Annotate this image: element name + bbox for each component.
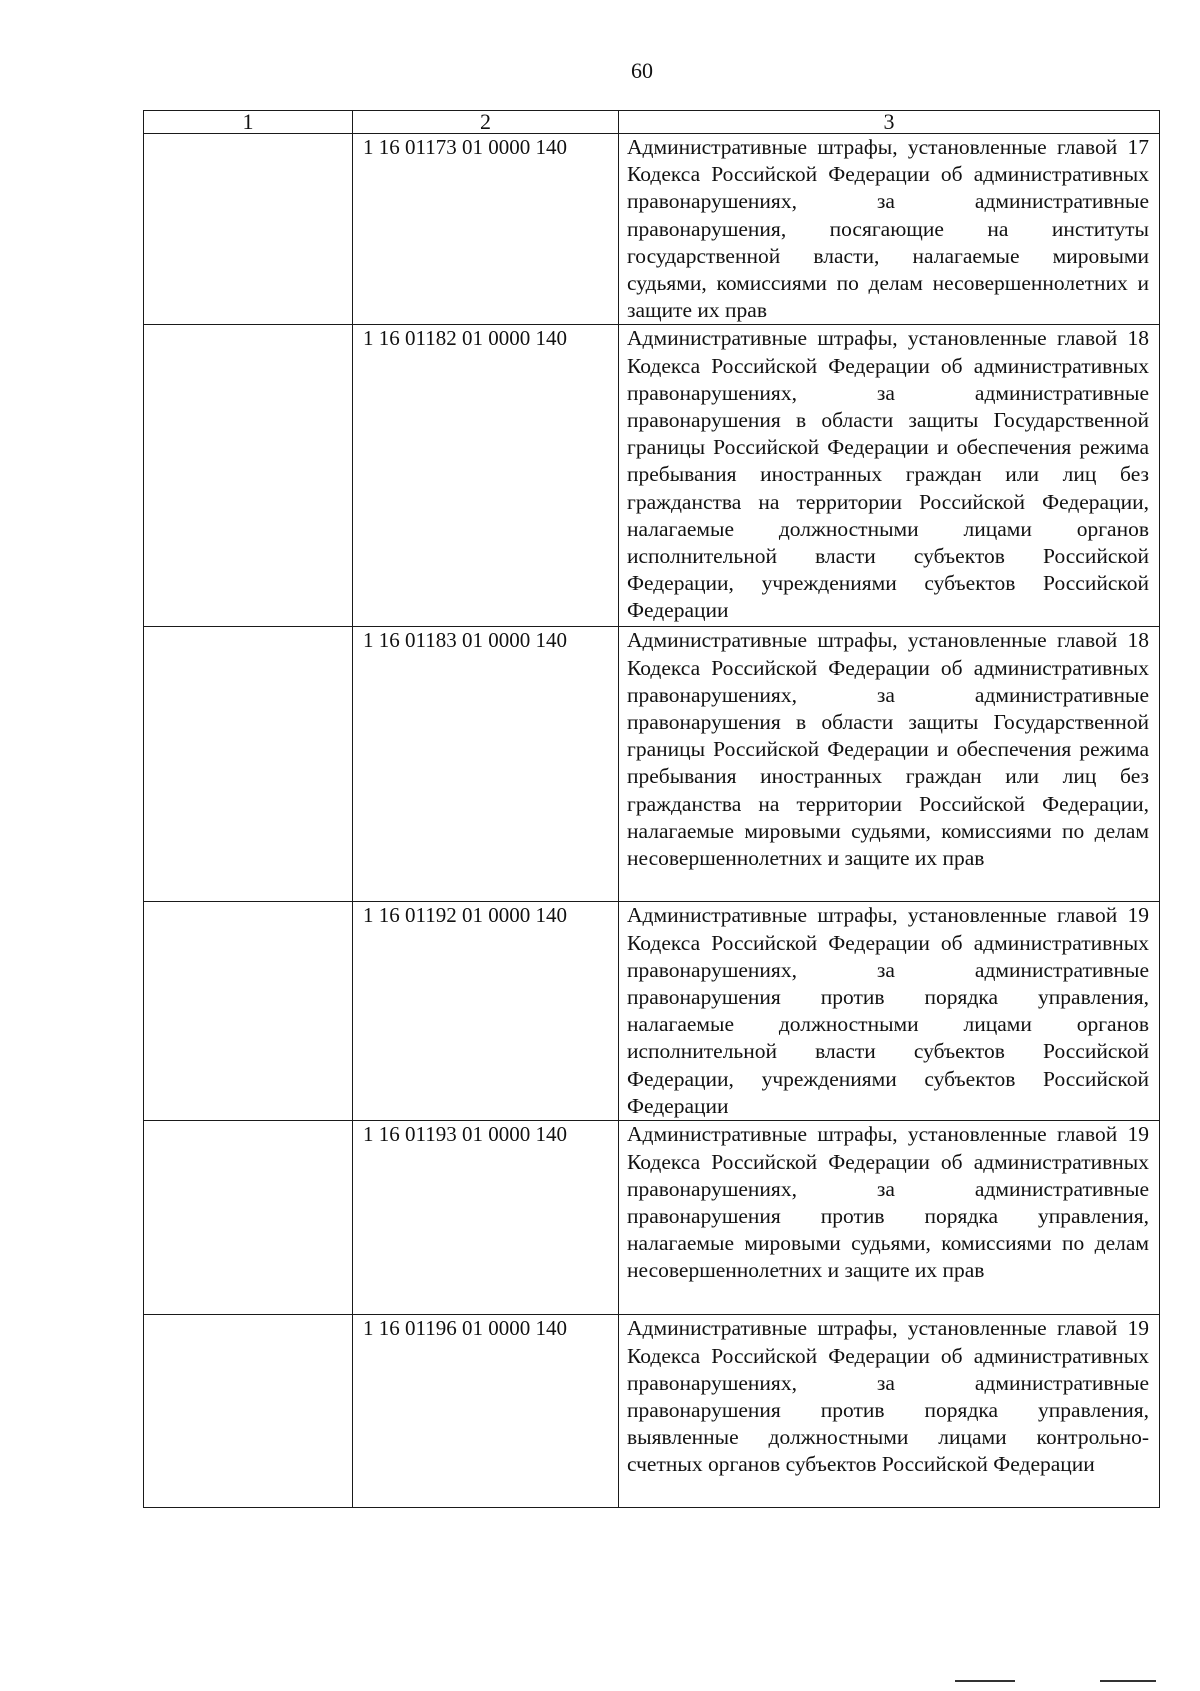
description-cell: Административные штрафы, установленные главой 17 Кодекса Российской Федерации об административных правонарушениях, за административные правонарушения, посягающие на институты государственной власти, налагаемые мировыми судьями, комиссиями по делам несовершеннолетних и защите их прав [619,134,1160,325]
table-header-row [144,111,1160,134]
description-cell: Административные штрафы, установленные главой 18 Кодекса Российской Федерации об административных правонарушениях, за административные правонарушения в области защиты Государственной границы Российской Федерации и обеспечения режима пребывания иностранных граждан или лиц без гражданства на территории Российской Федерации, налагаемые мировыми судьями, комиссиями по делам несовершеннолетних и защите их прав [619,627,1160,902]
row-col1-cell [144,134,353,325]
row-col1-cell [144,1315,353,1508]
table-row [144,1121,1160,1315]
column-header-2: 2 [353,111,619,134]
table-row [144,325,1160,627]
scan-edge-mark [955,1680,1015,1682]
page-number: 60 [631,58,653,83]
budget-code-cell: 1 16 01196 01 0000 140 [353,1315,619,1508]
budget-code-cell: 1 16 01183 01 0000 140 [353,627,619,902]
table-row [144,1315,1160,1508]
table-row [144,627,1160,902]
budget-code-cell: 1 16 01173 01 0000 140 [353,134,619,325]
table-row [144,902,1160,1121]
description-cell: Административные штрафы, установленные главой 18 Кодекса Российской Федерации об административных правонарушениях, за административные правонарушения в области защиты Государственной границы Российской Федерации и обеспечения режима пребывания иностранных граждан или лиц без гражданства на территории Российской Федерации, налагаемые должностными лицами органов исполнительной власти субъектов Российской Федерации, учреждениями субъектов Российской Федерации [619,325,1160,627]
column-header-1: 1 [144,111,353,134]
budget-code-cell: 1 16 01182 01 0000 140 [353,325,619,627]
budget-code-cell: 1 16 01192 01 0000 140 [353,902,619,1121]
row-col1-cell [144,902,353,1121]
description-cell: Административные штрафы, установленные главой 19 Кодекса Российской Федерации об административных правонарушениях, за административные правонарушения против порядка управления, выявленные должностными лицами контрольно-счетных органов субъектов Российской Федерации [619,1315,1160,1508]
row-col1-cell [144,325,353,627]
table-row [144,134,1160,325]
scan-edge-mark [1100,1680,1156,1682]
description-cell: Административные штрафы, установленные главой 19 Кодекса Российской Федерации об административных правонарушениях, за административные правонарушения против порядка управления, налагаемые мировыми судьями, комиссиями по делам несовершеннолетних и защите их прав [619,1121,1160,1315]
row-col1-cell [144,627,353,902]
column-header-3: 3 [619,111,1160,134]
budget-code-cell: 1 16 01193 01 0000 140 [353,1121,619,1315]
row-col1-cell [144,1121,353,1315]
description-cell: Административные штрафы, установленные главой 19 Кодекса Российской Федерации об административных правонарушениях, за административные правонарушения против порядка управления, налагаемые должностными лицами органов исполнительной власти субъектов Российской Федерации, учреждениями субъектов Российской Федерации [619,902,1160,1121]
budget-codes-table [143,110,1160,1508]
